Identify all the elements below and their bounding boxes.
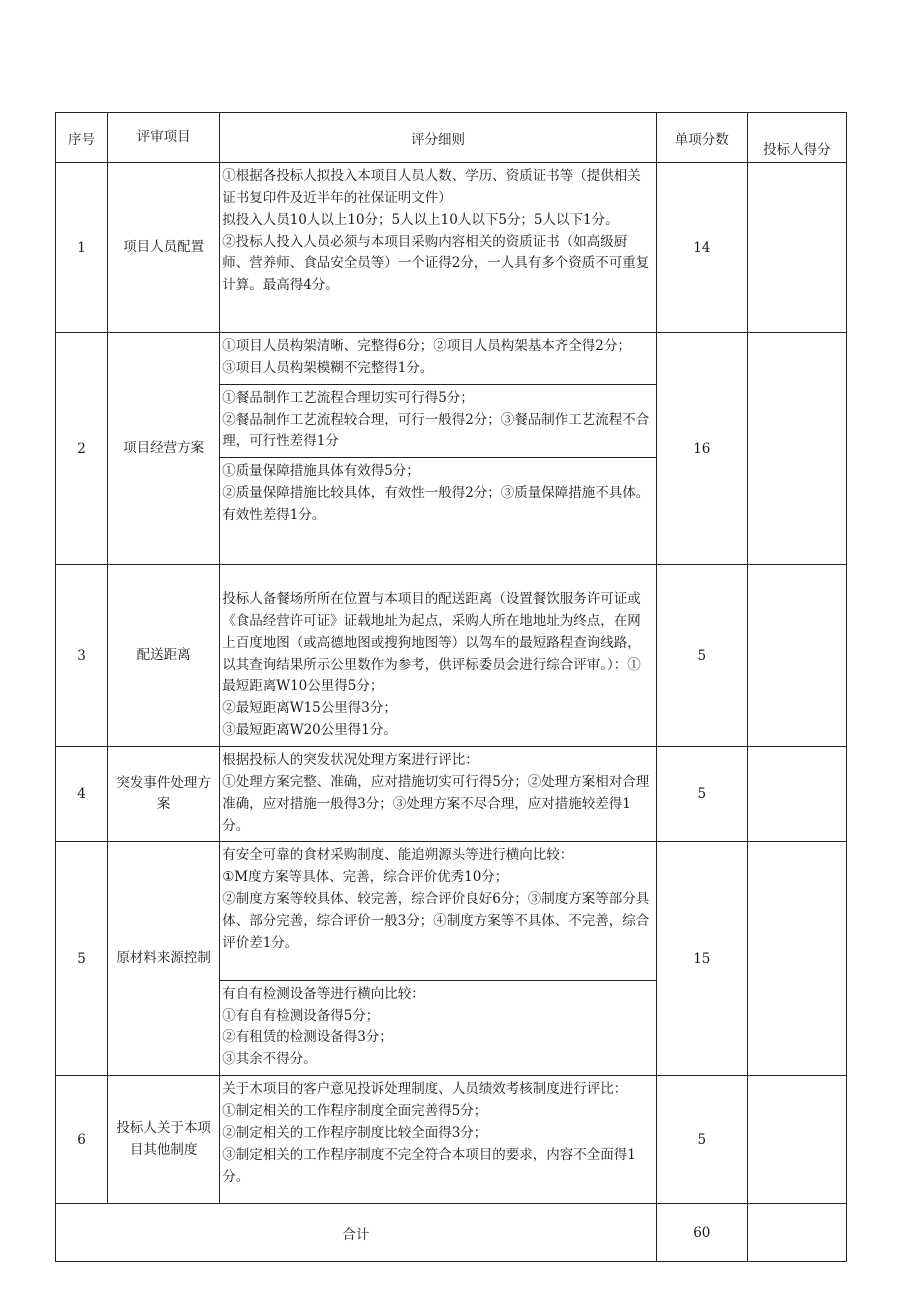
row-number: 6 (56, 1076, 108, 1204)
detail-line (222, 568, 654, 589)
detail-line: ①餐品制作工艺流程合理切实可行得5分； (222, 389, 474, 406)
header-no: 序号 (56, 113, 108, 163)
detail-blocks (220, 163, 656, 301)
item-score: 14 (656, 163, 747, 333)
detail-line: ③制定相关的工作程序制度不完全符合本项目的要求，内容不全面得1分。 (222, 1146, 636, 1185)
table-row (56, 1076, 847, 1204)
detail-line: 根据投标人的突发状况处理方案进行评比： (222, 752, 479, 769)
review-item: 投标人关于本项目其他制度 (108, 1076, 220, 1204)
item-score: 16 (656, 333, 747, 565)
detail-block (220, 163, 656, 301)
scoring-detail (220, 747, 657, 842)
table-row (56, 163, 847, 333)
review-item: 配送距离 (108, 565, 220, 747)
review-item: 项目经营方案 (108, 333, 220, 565)
scoring-detail (220, 565, 657, 747)
detail-line: ②制定相关的工作程序制度比较全面得3分； (222, 1124, 488, 1141)
header-detail: 评分细则 (220, 113, 657, 163)
table-row (56, 747, 847, 842)
table-row (56, 842, 847, 1076)
detail-line: ③项目人员构架模糊不完整得1分。 (222, 359, 434, 376)
table-row (56, 333, 847, 565)
bidder-score-cell[interactable] (747, 1076, 846, 1204)
row-number: 5 (56, 842, 108, 1076)
detail-line (222, 955, 654, 976)
detail-blocks (220, 747, 656, 841)
row-number: 2 (56, 333, 108, 565)
detail-line: ②投标人投入人员必须与本项目采购内容相关的资质证书（如高级厨师、营养师、食品安全员等）一个证得2分，一人具有多个资质不可重复计算。最高得4分。 (222, 233, 650, 294)
detail-line: 有自有检测设备等进行横向比较： (222, 985, 425, 1002)
bidder-score-cell[interactable] (747, 565, 846, 747)
scoring-detail (220, 163, 657, 333)
row-number: 1 (56, 163, 108, 333)
detail-line: ③其余不得分。 (222, 1051, 317, 1068)
detail-block (220, 458, 656, 531)
bidder-score-cell[interactable] (747, 163, 846, 333)
item-score: 5 (656, 1076, 747, 1204)
review-item: 项目人员配置 (108, 163, 220, 333)
detail-line: ②质量保障措施比较具体，有效性一般得2分；③质量保障措施不具体。有效性差得1分。 (222, 485, 650, 524)
detail-blocks (220, 333, 656, 531)
detail-line: ②制度方案等较具体、较完善，综合评价良好6分；③制度方案等部分具体、部分完善，综合评价一般3分；④制度方案等不具体、不完善，综合评价差1分。 (222, 891, 650, 951)
detail-block (220, 1076, 656, 1192)
detail-blocks (220, 565, 656, 746)
detail-line: 关于木项目的客户意见投诉处理制度、人员绩效考核制度进行评比： (222, 1081, 628, 1098)
detail-line: ①根据各投标人拟投入本项目人员人数、学历、资质证书等（提供相关证书复印件及近半年的社保证明文件） (222, 168, 641, 206)
detail-line: ②最短距离W15公里得3分； (222, 700, 397, 717)
item-score: 5 (656, 565, 747, 747)
header-item: 评审项目 (108, 113, 220, 163)
detail-block (220, 565, 656, 746)
scoring-detail (220, 333, 657, 565)
header-score: 单项分数 (656, 113, 747, 163)
detail-block (220, 747, 656, 841)
table-body (56, 163, 847, 1204)
detail-line: 投标人备餐场所所在位置与本项目的配送距离（设置餐饮服务许可证或《食品经营许可证》证载地址为起点，采购人所在地地址为终点，在网上百度地图（或高德地图或搜狗地图等）以驾车的最短路程查询线路，以其查询结果所示公里数作为参考，供评标委员会进行综合评审。）：①最短距离W10公里得5分； (222, 591, 641, 695)
detail-line: ①M度方案等具体、完善，综合评价优秀10分； (222, 869, 509, 886)
detail-line: ③最短距离W20公里得1分。 (222, 722, 397, 739)
total-bidder-score-cell[interactable] (747, 1204, 846, 1262)
total-score: 60 (656, 1204, 747, 1262)
detail-line: ②餐品制作工艺流程较合理，可行一般得2分；③餐品制作工艺流程不合理，可行性差得1分 (222, 411, 650, 450)
scoring-table (55, 112, 847, 1262)
detail-line: ①项目人员构架清晰、完整得6分；②项目人员构架基本齐全得2分； (222, 338, 631, 354)
detail-line: ①处理方案完整、准确，应对措施切实可行得5分；②处理方案相对合理准确，应对措施一般得3分；③处理方案不尽合理，应对措施较差得1分。 (222, 773, 650, 834)
detail-block (220, 980, 656, 1075)
header-bidder-score: 投标人得分 (747, 113, 846, 163)
detail-line: ①有自有检测设备得5分； (222, 1007, 380, 1024)
detail-block (220, 842, 656, 980)
review-item: 突发事件处理方案 (108, 747, 220, 842)
detail-line: ①制定相关的工作程序制度全面完善得5分； (222, 1103, 488, 1120)
bidder-score-cell[interactable] (747, 333, 846, 565)
row-number: 4 (56, 747, 108, 842)
detail-blocks (220, 842, 656, 1075)
total-row (56, 1204, 847, 1262)
detail-block (220, 333, 656, 384)
item-score: 5 (656, 747, 747, 842)
row-number: 3 (56, 565, 108, 747)
detail-block (220, 384, 656, 458)
review-item: 原材料来源控制 (108, 842, 220, 1076)
scoring-detail (220, 1076, 657, 1204)
item-score: 15 (656, 842, 747, 1076)
detail-line: ②有租赁的检测设备得3分； (222, 1029, 393, 1046)
total-label: 合计 (56, 1204, 657, 1262)
bidder-score-cell[interactable] (747, 747, 846, 842)
table-row (56, 565, 847, 747)
bidder-score-cell[interactable] (747, 842, 846, 1076)
detail-line: ①质量保障措施具体有效得5分； (222, 463, 420, 480)
scoring-detail (220, 842, 657, 1076)
detail-line: 有安全可靠的食材采购制度、能追朔源头等进行横向比较： (222, 847, 574, 864)
detail-line: 拟投入人员10人以上10分；5人以上10人以下5分；5人以下1分。 (222, 211, 619, 228)
detail-blocks (220, 1076, 656, 1192)
